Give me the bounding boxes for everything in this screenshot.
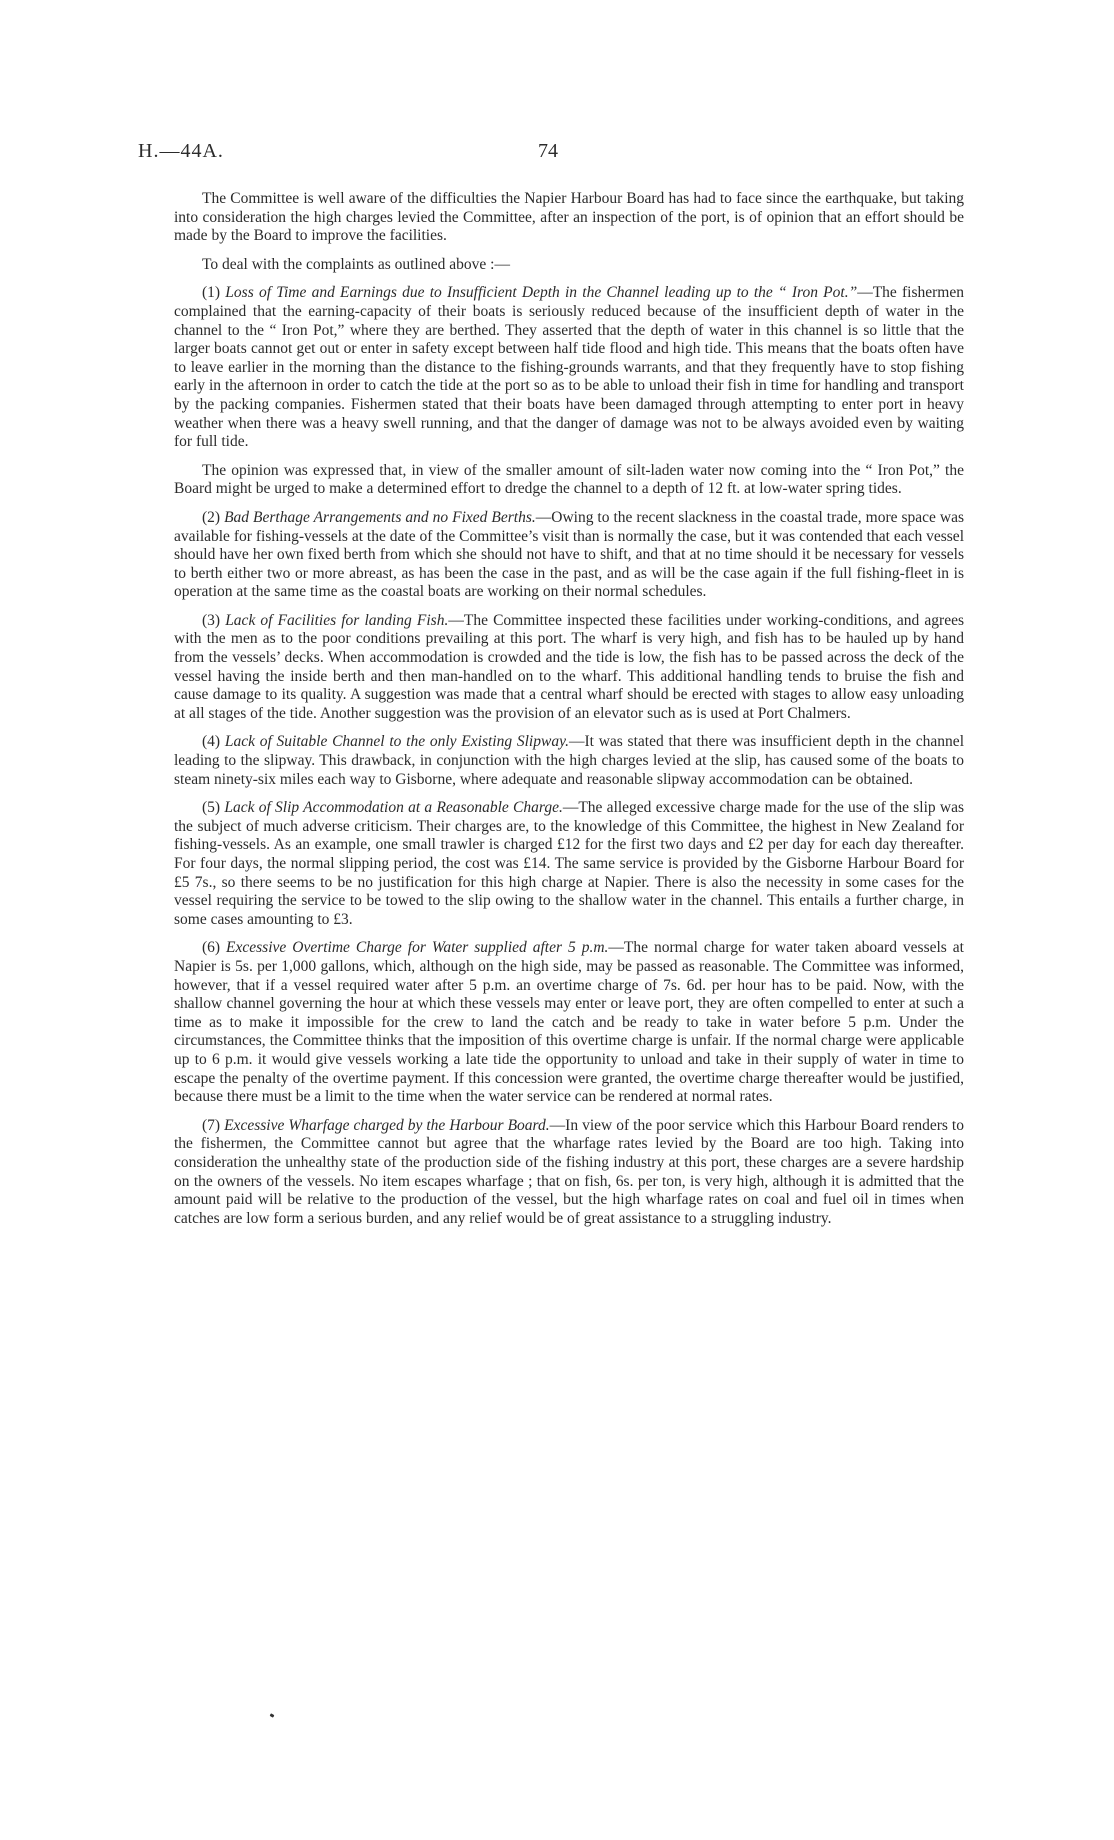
paragraph-intro <box>174 190 964 246</box>
item-text: —The normal charge for water taken aboard vessels at Napier is 5s. per 1,000 gallons, which, although on the high side, may be passed as reasonable. The Committee was informed, however, that if a vessel required water after 5 p.m. an overtime charge of 7s. 6d. per hour has to be paid. Now, with the shallow channel governing the hour at which these vessels may enter or leave port, they are often compelled to enter at such a time as to make it impossible for the crew to land the catch and be ready to take in water before 5 p.m. Under the circumstances, the Committee thinks that the imposition of this overtime charge is unfair. If the normal charge were applicable up to 6 p.m. it would give vessels working a late tide the opportunity to unload and take in their supply of water in time to escape the penalty of the overtime payment. If this concession were granted, the overtime charge thereafter would be justified, because there must be a limit to the time when the water service can be rendered at normal rates. <box>174 939 964 1106</box>
item-number: (5) <box>202 799 221 817</box>
item-number: (4) <box>202 733 221 751</box>
paragraph-opinion <box>174 462 964 499</box>
item-number: (3) <box>202 611 221 629</box>
item-text: —It was stated that there was insufficient depth in the channel leading to the slipway. This drawback, in conjunction with the high charges levied at the slip, has caused some of the boats to steam ninety-six miles each way to Gisborne, where adequate and reasonable slipway accommodation can be obtained. <box>174 733 964 788</box>
paragraph-text: The opinion was expressed that, in view of the smaller amount of silt-laden water now coming into the “ Iron Pot,” the Board might be urged to make a determined effort to dredge the channel to a depth of 12 ft. at low-water spring tides. <box>174 461 964 498</box>
item-text: —The fishermen complained that the earning-capacity of their boats is seriously reduced because of the insufficient depth of water in the channel to the “ Iron Pot,” where they are berthed. They asserted that the depth of water in this channel is so little that the larger boats cannot get out or enter in safety except between half tide flood and high tide. This means that the boats often have to leave earlier in the morning than the distance to the fishing-grounds warrants, and that they frequently have to stop fishing early in the afternoon in order to catch the tide at the port so as to be able to unload their fish in time for handling and transport by the packing companies. Fishermen stated that their boats have been damaged through attempting to enter port in heavy weather when there was a heavy swell running, and that the danger of damage was not to be always avoided even by waiting for full tide. <box>174 284 964 451</box>
item-title: Lack of Facilities for landing Fish. <box>225 611 449 629</box>
item-text: —The Committee inspected these facilities under working-conditions, and agrees with the men as to the poor conditions prevailing at this port. The wharf is very high, and fish has to be hauled up by hand from the vessels’ decks. When accommodation is crowded and the tide is low, the fish has to be passed across the deck of the vessel having the inside berth and then man-handled on to the wharf. This additional handling tends to bruise the fish and cause damage to its quality. A suggestion was made that a central wharf should be erected with stages to allow easy unloading at all stages of the tide. Another suggestion was the provision of an elevator such as is used at Port Chalmers. <box>174 611 964 722</box>
complaint-item-3 <box>174 612 964 724</box>
complaint-item-5 <box>174 799 964 929</box>
paragraph-text: The Committee is well aware of the difficulties the Napier Harbour Board has had to face since the earthquake, but taking into consideration the high charges levied the Committee, after an inspection of the port, is of opinion that an effort should be made by the Board to improve the facilities. <box>174 190 964 245</box>
complaint-item-4 <box>174 733 964 789</box>
item-number: (2) <box>202 508 221 526</box>
item-text: —Owing to the recent slackness in the coastal trade, more space was available for fishing-vessels at the date of the Committee’s visit than is normally the case, but it was contended that each vessel should have her own fixed berth from which she should not have to shift, and that at no time should it be necessary for vessels to berth either two or more abreast, as has been the case in the past, and as will be the case again if the full fishing-fleet in is operation at the same time as the coastal boats are working on their normal schedules. <box>174 508 965 601</box>
complaint-item-6 <box>174 939 964 1106</box>
item-number: (6) <box>202 939 221 957</box>
item-number: (1) <box>202 284 221 302</box>
item-text: —In view of the poor service which this Harbour Board renders to the fishermen, the Committee cannot but agree that the wharfage rates levied by the Board are too high. Taking into consideration the unhealthy state of the production side of the fishing industry at this port, these charges are a severe hardship on the owners of the vessels. No item escapes wharfage ; that on fish, 6s. per ton, is very high, although it is admitted that the amount paid will be relative to the production of the vessel, but the high wharfage rates on coal and fuel oil in times when catches are low form a serious burden, and any relief would be of great assistance to a struggling industry. <box>174 1116 964 1227</box>
ink-speck <box>270 1713 275 1718</box>
paragraph-text: To deal with the complaints as outlined above :— <box>202 255 510 273</box>
item-title: Lack of Slip Accommodation at a Reasonable Charge. <box>224 799 563 817</box>
complaint-item-1 <box>174 284 964 451</box>
item-title: Lack of Suitable Channel to the only Existing Slipway. <box>224 733 569 751</box>
document-reference: H.—44A. <box>138 140 224 162</box>
body-text <box>174 190 964 1238</box>
page-number: 74 <box>538 140 558 162</box>
item-title: Excessive Overtime Charge for Water supplied after 5 p.m. <box>226 939 609 957</box>
item-title: Loss of Time and Earnings due to Insufficient Depth in the Channel leading up to the “ Iron Pot.” <box>225 284 858 302</box>
item-number: (7) <box>202 1116 221 1134</box>
item-text: —The alleged excessive charge made for the use of the slip was the subject of much adverse criticism. Their charges are, to the knowledge of this Committee, the highest in New Zealand for fishing-vessels. As an example, one small trawler is charged £12 for the first two days and £2 per day for each day thereafter. For four days, the normal slipping period, the cost was £14. The same service is provided by the Gisborne Harbour Board for £5 7s., so there seems to be no justification for this high charge at Napier. There is also the necessity in some cases for the vessel requiring the service to be towed to the slip owing to the shallow water in the channel. This entails a further charge, in some cases amounting to £3. <box>174 799 965 928</box>
page-header <box>138 140 978 170</box>
complaint-item-2 <box>174 509 964 602</box>
complaint-item-7 <box>174 1117 964 1229</box>
item-title: Excessive Wharfage charged by the Harbour Board. <box>224 1116 550 1134</box>
paragraph-lead-in <box>174 256 964 275</box>
item-title: Bad Berthage Arrangements and no Fixed Berths. <box>224 508 536 526</box>
